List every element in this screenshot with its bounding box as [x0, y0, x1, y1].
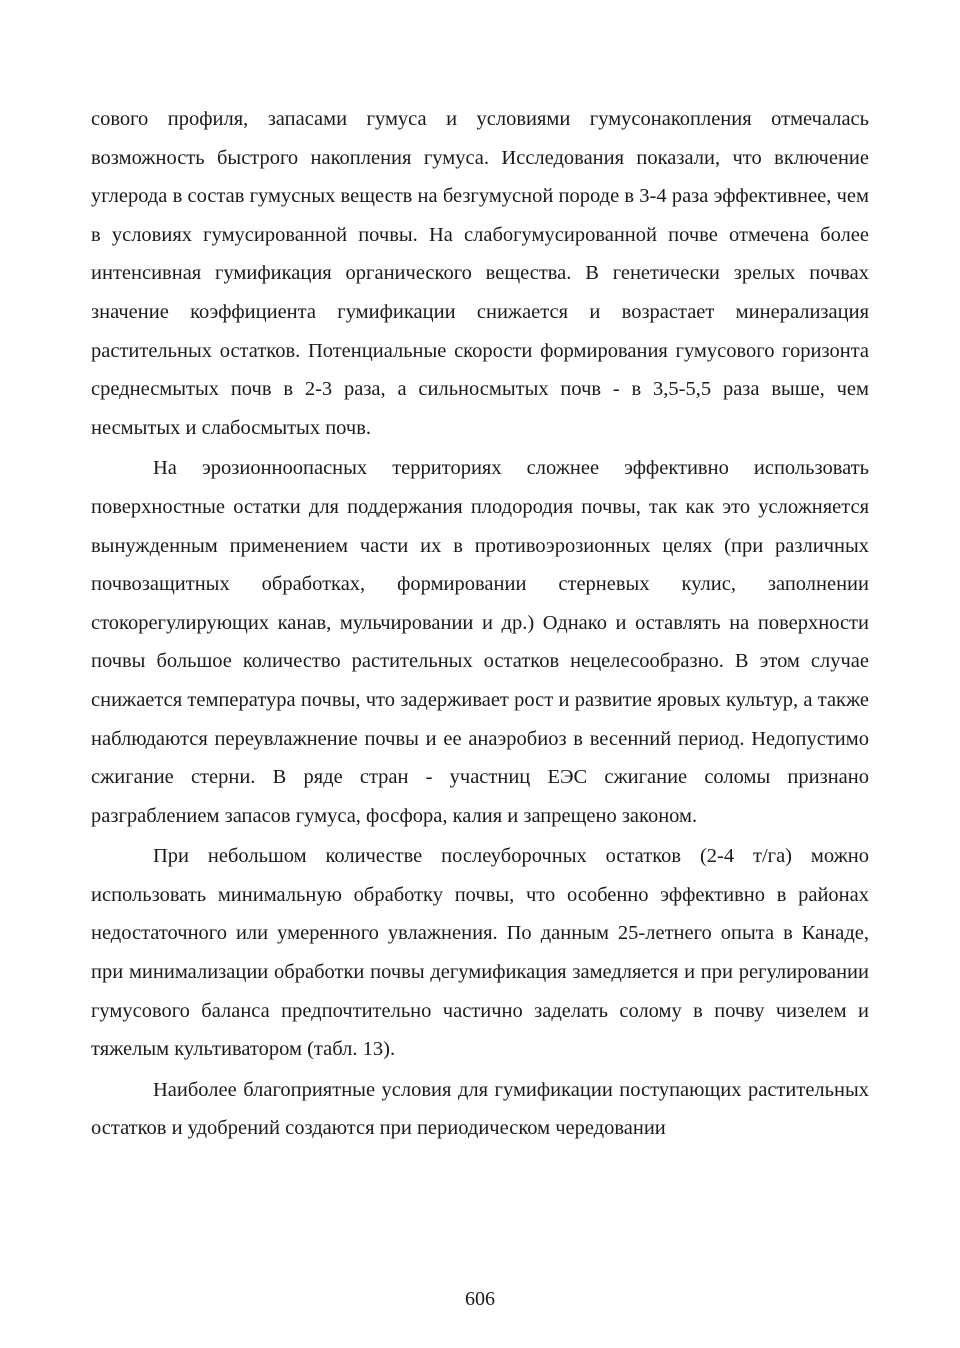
paragraph-3: При небольшом количестве послеуборочных остатков (2-4 т/га) можно использовать минимальную обработку почвы, что особенно эффективно в районах недостаточного или умеренного увлажнения. По данным 25-летнего опыта в Канаде, при минимализации обработки почвы дегумификация замедляется и при регулировании гумусового баланса предпочтительно частично заделать солому в почву чизелем и тяжелым культиватором (табл. 13).	[91, 845, 869, 1061]
paragraph-4: Наиболее благоприятные условия для гумификации поступающих растительных остатков и удобрений создаются при периодическом чередовании	[91, 1078, 869, 1140]
paragraph-1: сового профиля, запасами гумуса и условиями гумусонакопления отмечалась возможность быстрого накопления гумуса. Исследования показали, что включение углерода в состав гумусных веществ на безгумусной породе в 3-4 раза эффективнее, чем в условиях гумусированной почвы. На слабогумусированной почве отмечена более интенсивная гумификация органического вещества. В генетически зрелых почвах значение коэффициента гумификации снижается и возрастает минерализация растительных остатков. Потенциальные скорости формирования гумусового горизонта среднесмытых почв в 2-3 раза, а сильносмытых почв - в 3,5-5,5 раза выше, чем несмытых и слабосмытых почв.	[91, 108, 869, 439]
paragraph-2: На эрозионноопасных территориях сложнее эффективно использовать поверхностные остатки для поддержания плодородия почвы, так как это усложняется вынужденным применением части их в противоэрозионных целях (при различных почвозащитных обработках, формировании стерневых кулис, заполнении стокорегулирующих канав, мульчировании и др.) Однако и оставлять на поверхности почвы большое количество растительных остатков нецелесообразно. В этом случае снижается температура почвы, что задерживает рост и развитие яровых культур, а также наблюдаются переувлажнение почвы и ее анаэробиоз в весенний период. Недопустимо сжигание стерни. В ряде стран - участниц ЕЭС сжигание соломы признано разграблением запасов гумуса, фосфора, калия и запрещено законом.	[91, 457, 869, 827]
page-number: 606	[465, 1288, 495, 1310]
body-text	[91, 100, 869, 1148]
